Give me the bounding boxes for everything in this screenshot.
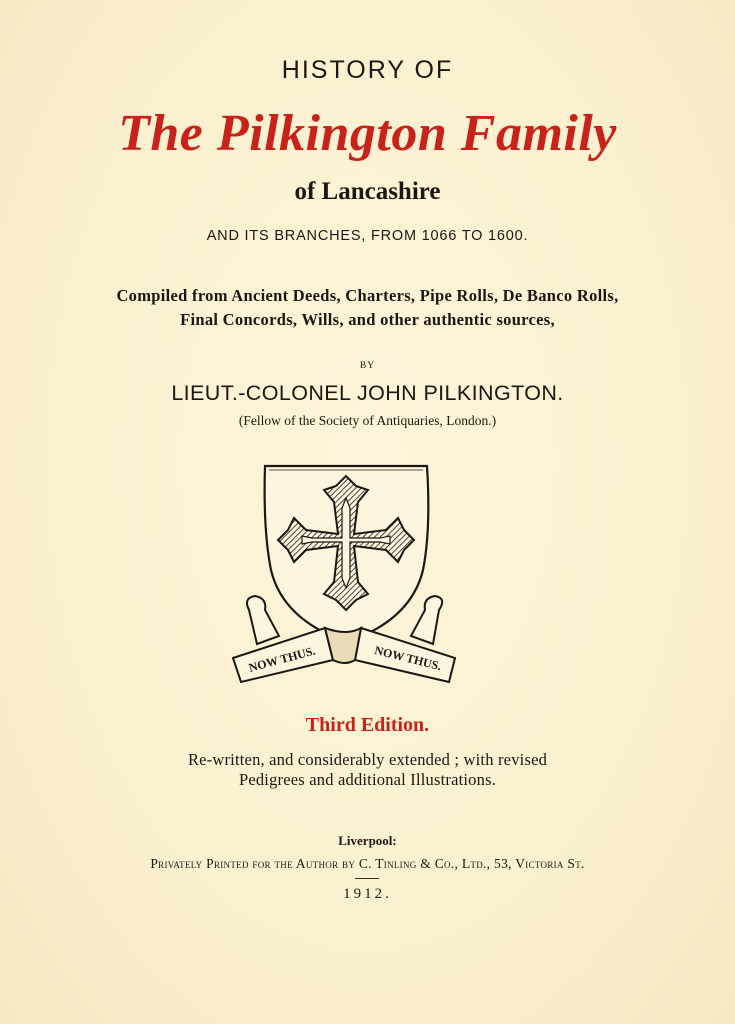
compiled-line-1: Compiled from Ancient Deeds, Charters, Pipe Rolls, De Banco Rolls, bbox=[116, 286, 619, 305]
rewritten-line-1: Re-written, and considerably extended ; with revised bbox=[187, 750, 548, 769]
rewritten-line-2: Pedigrees and additional Illustrations. bbox=[238, 770, 497, 789]
place-of-publication: Liverpool: bbox=[338, 833, 397, 848]
motto-left: NOW THUS. bbox=[247, 643, 317, 675]
author-affiliation: (Fellow of the Society of Antiquaries, London.) bbox=[238, 413, 497, 428]
author-name: LIEUT.-COLONEL JOHN PILKINGTON. bbox=[171, 381, 564, 405]
book-subtitle: of Lancashire bbox=[294, 178, 441, 205]
coat-of-arms-icon bbox=[227, 460, 467, 690]
heading-history-of: HISTORY OF bbox=[281, 56, 454, 84]
motto-right: NOW THUS. bbox=[373, 643, 443, 674]
book-title: The Pilkington Family bbox=[118, 105, 617, 162]
edition-label: Third Edition. bbox=[305, 714, 430, 736]
branches-line: AND ITS BRANCHES, FROM 1066 TO 1600. bbox=[206, 228, 529, 244]
compiled-line-2: Final Concords, Wills, and other authentic sources, bbox=[180, 310, 555, 329]
divider bbox=[355, 878, 379, 879]
publication-year: 1912. bbox=[343, 886, 392, 902]
printer-line: Privately Printed for the Author by C. Tinling & Co., Ltd., 53, Victoria St. bbox=[150, 856, 585, 871]
by-label: BY bbox=[359, 361, 376, 371]
